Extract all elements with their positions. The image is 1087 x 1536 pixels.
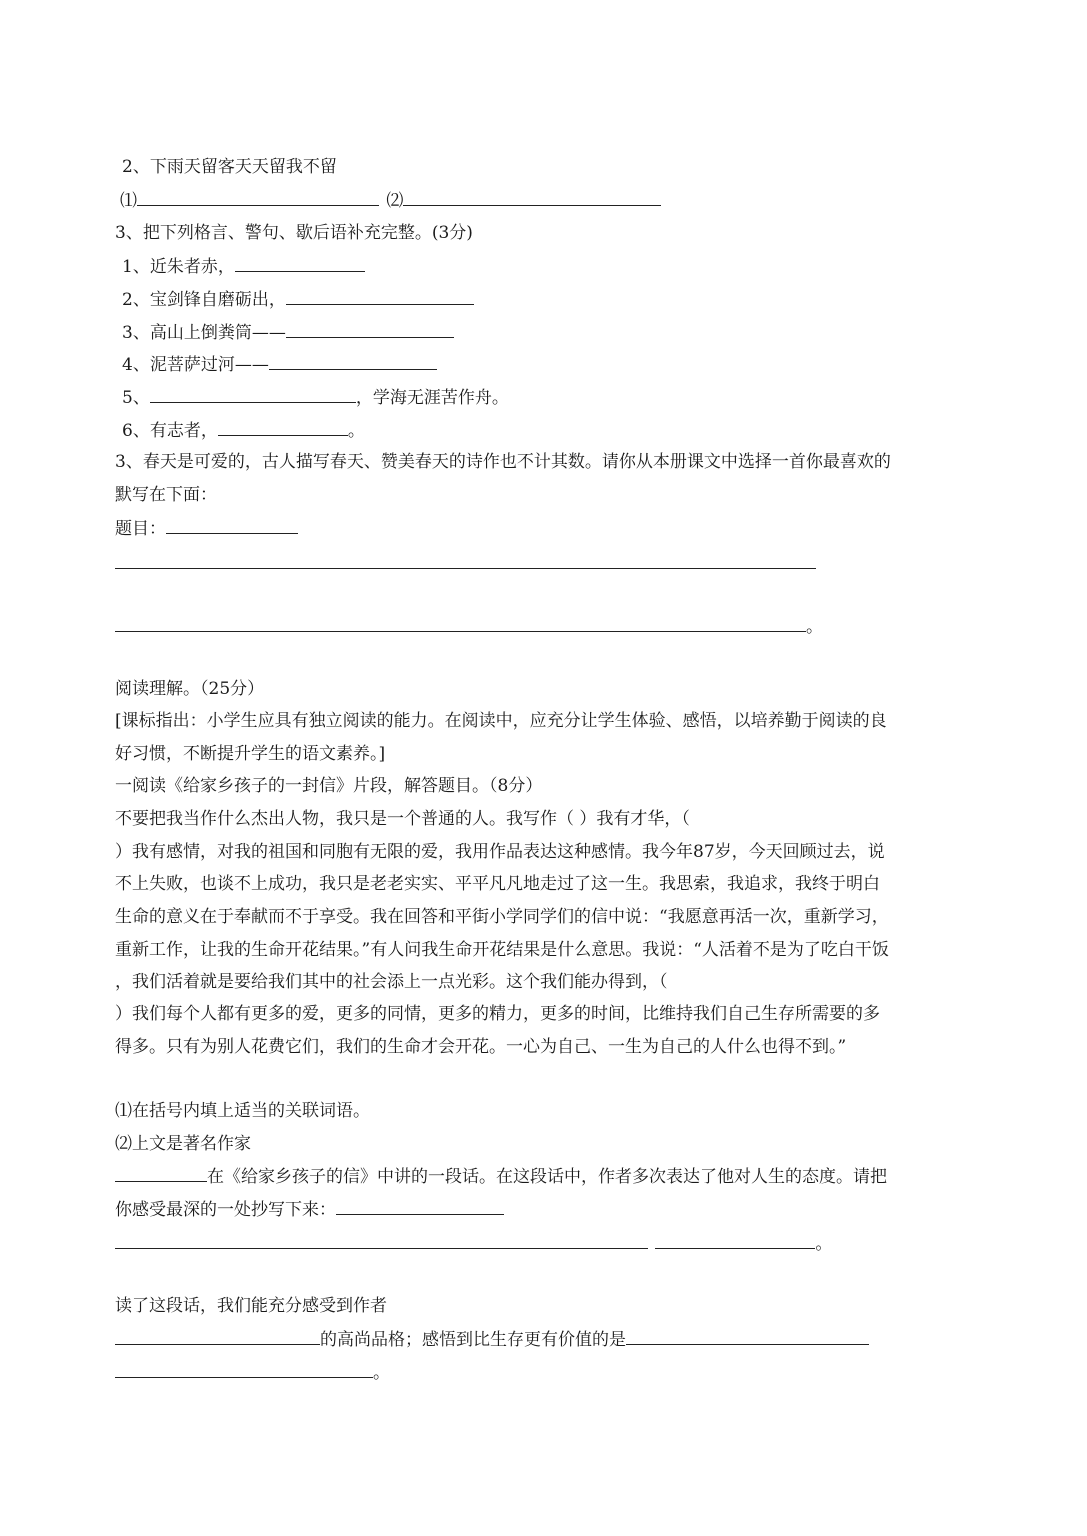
question-2-text: 2、下雨天留客天天留我不留 [122,157,337,177]
proverb-prefix: 5、 [122,388,150,408]
copy-blank-3[interactable] [655,1232,815,1249]
proverbs-heading: 3、把下列格言、警句、歇后语补充完整。(3分) [115,223,473,243]
proverb-prefix: 2、宝剑锋自磨砺出， [122,290,286,310]
reading-task: 一阅读《给家乡孩子的一封信》片段，解答题目。（8分） [115,776,543,796]
value-end-mark: 。 [373,1363,390,1383]
passage-line: 不上失败，也谈不上成功，我只是老老实实、平平凡凡地走过了这一生。我思索，我追求，我终于明白 [115,874,880,894]
copy-end-mark: 。 [815,1234,833,1254]
proverb-item-6 [122,419,365,442]
poem-end-mark: 。 [806,617,823,637]
proverb-suffix: ，学海无涯苦作舟。 [355,388,509,408]
poem-answer-blank-2[interactable] [115,615,806,632]
proverb-blank[interactable] [286,321,454,338]
passage-line: ）我们每个人都有更多的爱，更多的同情，更多的精力，更多的时间，比维持我们自己生存所需要的多 [115,1004,880,1024]
proverb-prefix: 1、近朱者赤， [122,257,235,277]
poem-instruction-line1: 3、春天是可爱的，古人描写春天、赞美春天的诗作也不计其数。请你从本册课文中选择一首你最喜欢的 [115,452,891,472]
poem-instruction-line2: 默写在下面： [115,485,217,505]
proverb-prefix: 3、高山上倒粪筒—— [122,323,286,343]
poem-answer-blank-1[interactable] [115,552,816,569]
reading-question-1: ⑴在括号内填上适当的关联词语。 [115,1101,370,1121]
q2-cont-text: 在《给家乡孩子的信》中讲的一段话。在这段话中，作者多次表达了他对人生的态度。请把 [207,1167,887,1187]
answer-label-1: ⑴ [120,191,137,211]
passage-line: 不要把我当作什么杰出人物，我只是一个普通的人。我写作（ ）我有才华，（ [115,809,690,829]
answer-row-1-2 [120,189,661,212]
value-blank-1[interactable] [626,1328,869,1345]
copy-blank-1[interactable] [336,1198,504,1215]
reading-note-line1: [课标指出：小学生应具有独立阅读的能力。在阅读中，应充分让学生体验、感悟，以培养勤于阅读的良 [115,711,887,731]
reading-note-line2: 好习惯，不断提升学生的语文素养。] [115,744,386,764]
value-answer-line [115,1361,390,1384]
proverb-blank[interactable] [286,288,474,305]
proverb-prefix: 4、泥菩萨过河—— [122,355,269,375]
poem-title-label: 题目： [115,519,166,539]
reading-question-3-cont [115,1328,869,1351]
answer-blank-1[interactable] [137,189,379,206]
copy-blank-2[interactable] [115,1232,648,1249]
proverb-item-1 [122,255,365,278]
value-blank-2[interactable] [115,1361,373,1378]
proverb-blank[interactable] [235,255,365,272]
proverb-blank[interactable] [269,353,437,370]
answer-label-2: ⑵ [386,191,404,211]
answer-blank-2[interactable] [403,189,661,206]
q3-cont-text: 的高尚品格；感悟到比生存更有价值的是 [320,1330,626,1350]
q2-cont2-text: 你感受最深的一处抄写下来： [115,1200,336,1220]
proverb-prefix: 6、有志者， [122,421,218,441]
proverb-item-5 [122,386,509,409]
proverb-item-4 [122,353,437,376]
reading-question-2-cont1 [115,1165,887,1188]
proverb-blank[interactable] [218,419,348,436]
poem-title-blank[interactable] [166,517,298,534]
copy-answer-line [115,1232,832,1255]
reading-question-2-cont2 [115,1198,504,1221]
passage-line: 得多。只有为别人花费它们，我们的生命才会开花。一心为自己、一生为自己的人什么也得不到。” [115,1037,847,1057]
poem-title-row [115,517,298,540]
proverb-blank[interactable] [150,386,356,403]
poem-answer-line-2 [115,615,823,638]
character-blank[interactable] [115,1328,320,1345]
proverb-item-2 [122,288,474,311]
proverb-suffix: 。 [347,421,365,441]
passage-line: 重新工作，让我的生命开花结果。”有人问我生命开花结果是什么意思。我说：“人活着不是为了吃白干饭 [115,940,889,960]
poem-answer-line-1 [115,552,816,575]
reading-question-2: ⑵上文是著名作家 [115,1134,251,1154]
reading-question-3: 读了这段话，我们能充分感受到作者 [115,1296,387,1316]
passage-line: ，我们活着就是要给我们其中的社会添上一点光彩。这个我们能办得到，（ [115,972,668,992]
author-blank[interactable] [115,1165,207,1182]
reading-heading: 阅读理解。（25分） [115,679,265,699]
passage-line: ）我有感情，对我的祖国和同胞有无限的爱，我用作品表达这种感情。我今年87岁，今天回顾过去，说 [115,842,885,862]
passage-line: 生命的意义在于奉献而不于享受。我在回答和平街小学同学们的信中说：“我愿意再活一次，重新学习， [115,907,889,927]
proverb-item-3 [122,321,454,344]
